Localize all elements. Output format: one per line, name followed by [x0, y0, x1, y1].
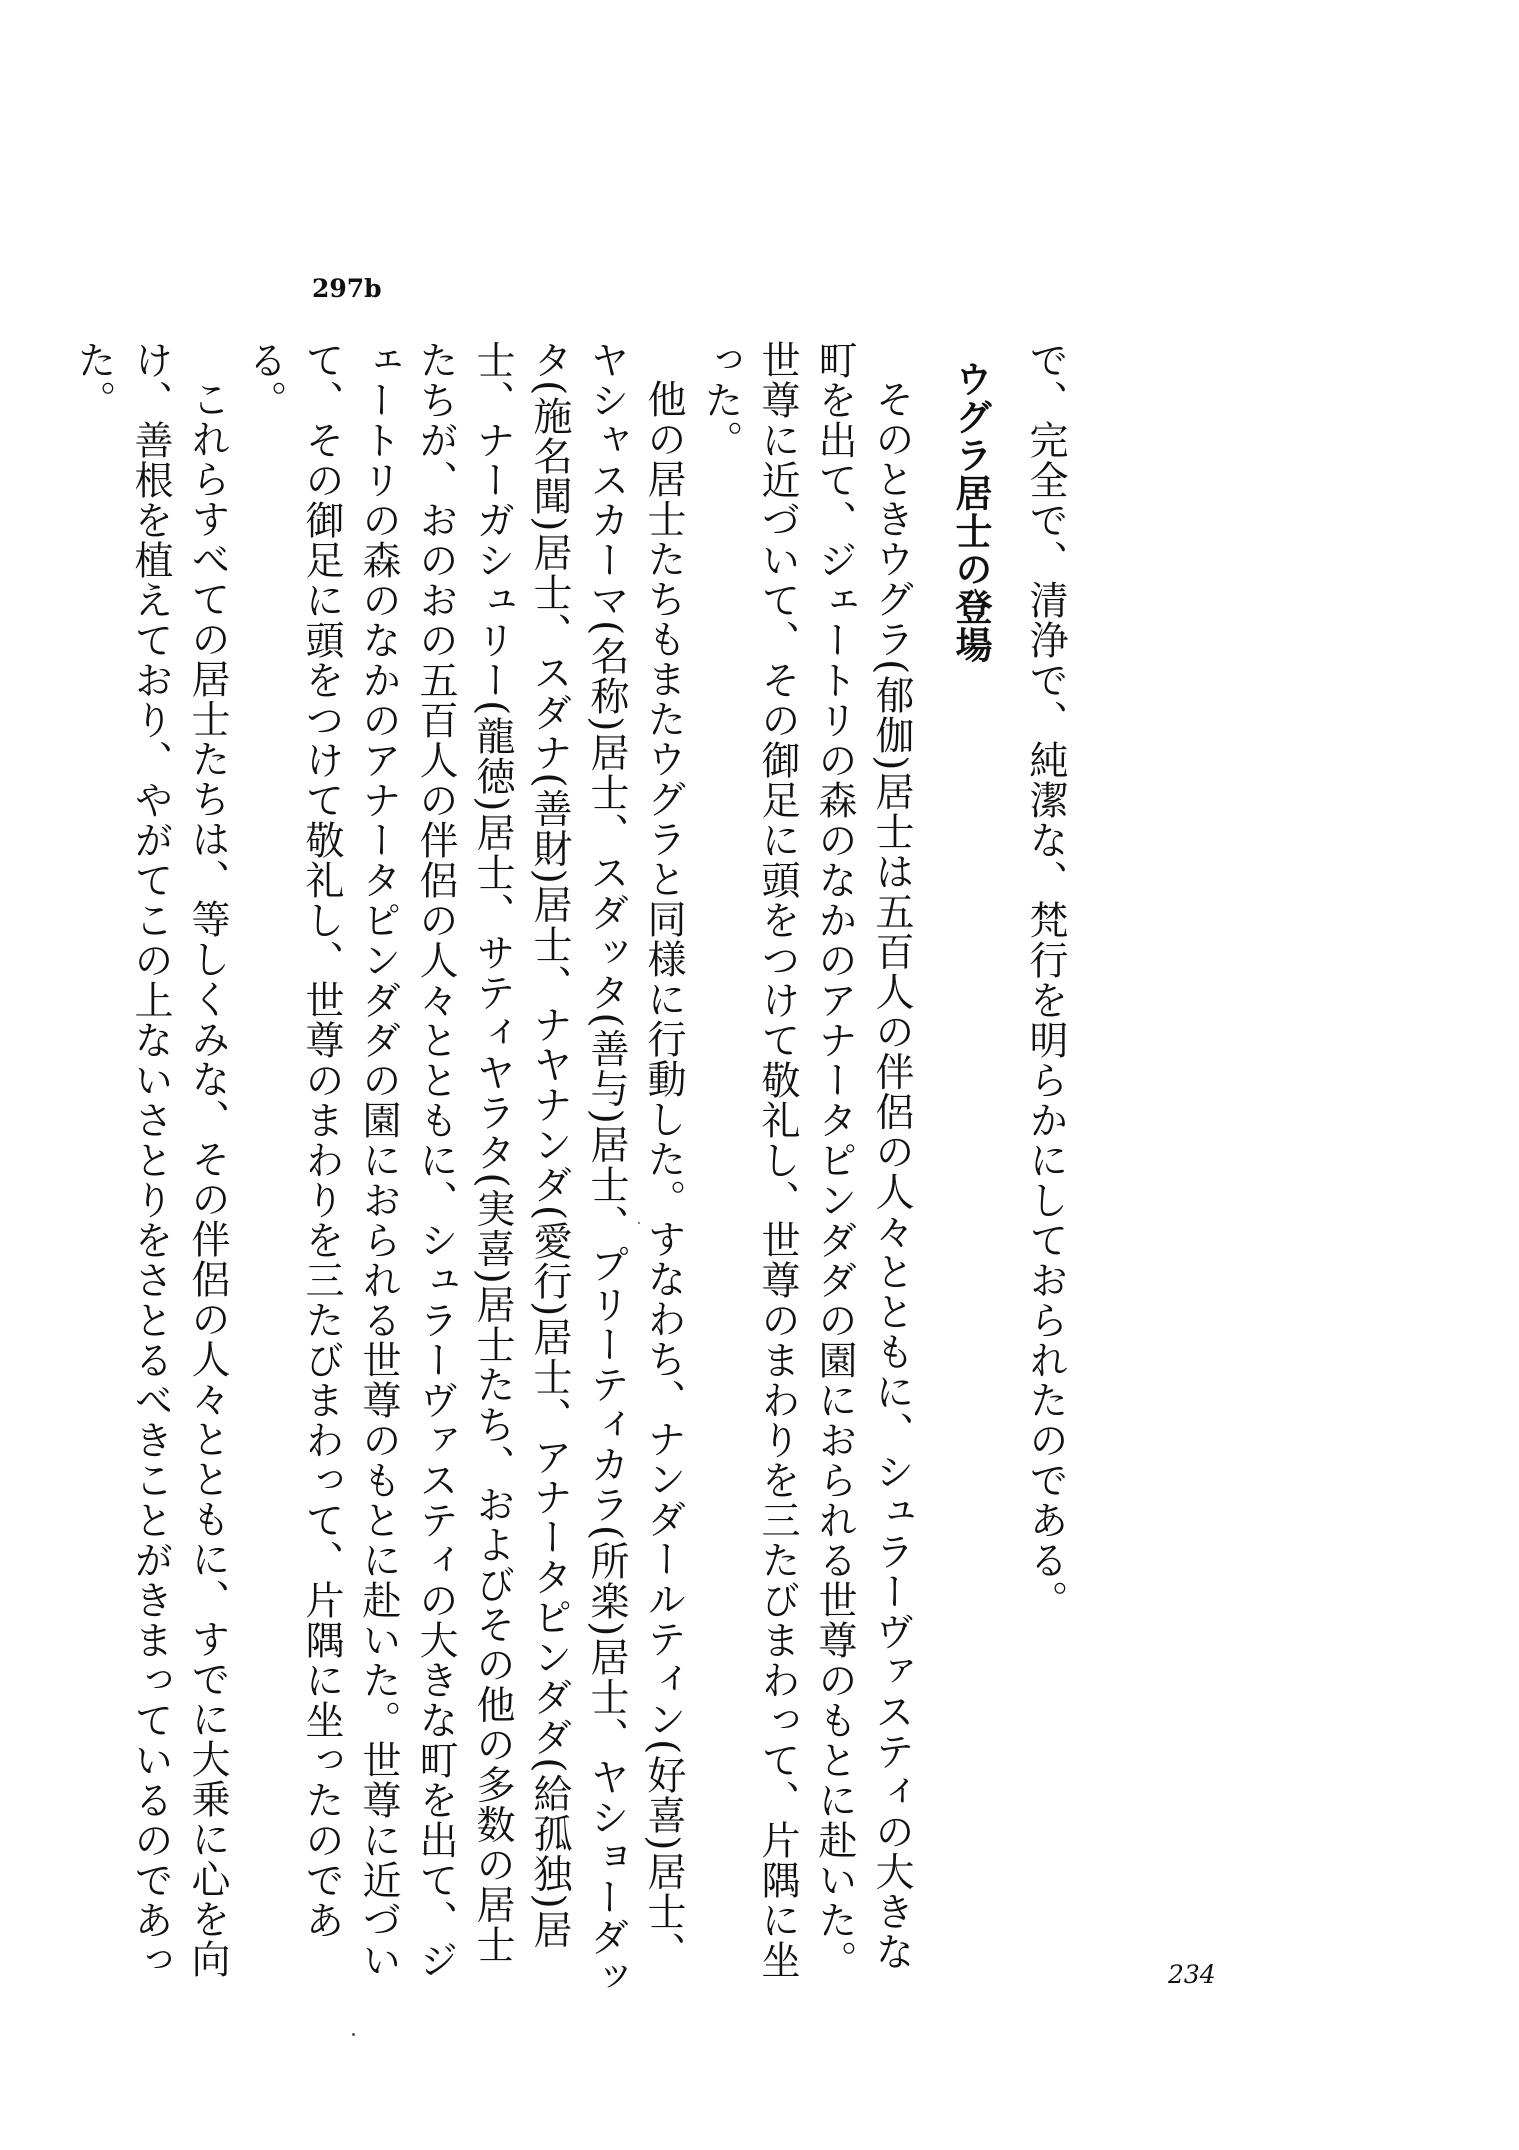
paragraph: 他の居士たちもまたウグラと同様に行動した。すなわち、ナンダールティン(好喜)居士、ヤシャスカーマ(名称)居士、スダッタ(善与)居士、プリーティカラ(所楽)居士、ヤショーダッタ(施名聞)居士、スダナ(善財)居士、ナヤナンダ(愛行)居士、アナータピンダダ(給孤独)居士、ナーガシュリー(龍徳)居士、サティヤラタ(実喜)居士たち、およびその他の多数の居士たちが、おのおの五百人の伴侶の人々とともに、シュラーヴァスティの大きな町を出て、ジェートリの森のなかのアナータピンダダの園におられる世尊のもとに赴いた。世尊に近づいて、その御足に頭をつけて敬礼し、世尊のまわりを三たびまわって、片隅に坐ったのである。	[242, 340, 686, 1998]
section-heading: ウグラ居士の登場	[949, 360, 992, 664]
paragraph: そのときウグラ(郁伽)居士は五百人の伴侶の人々とともに、シュラーヴァスティの大きな町を出て、ジェートリの森のなかのアナータピンダダの園におられる世尊のもとに赴いた。世尊に近づいて、その御足に頭をつけて敬礼し、世尊のまわりを三たびまわって、片隅に坐った。	[698, 340, 914, 1980]
scan-speck	[352, 2033, 355, 2036]
body-text	[65, 340, 1074, 2000]
scan-speck	[638, 1222, 640, 1224]
paragraph: これらすべての居士たちは、等しくみな、その伴侶の人々とともに、すでに大乗に心を向け、善根を植えており、やがてこの上ないさとりをさとるべきことがきまっているのであった。	[71, 340, 230, 1980]
page-number: 234	[1168, 1960, 1216, 1989]
page-reference: 297b	[312, 274, 382, 303]
paragraph-continuation: で、完全で、清浄で、純潔な、梵行を明らかにしておられたのである。	[1023, 340, 1068, 1620]
